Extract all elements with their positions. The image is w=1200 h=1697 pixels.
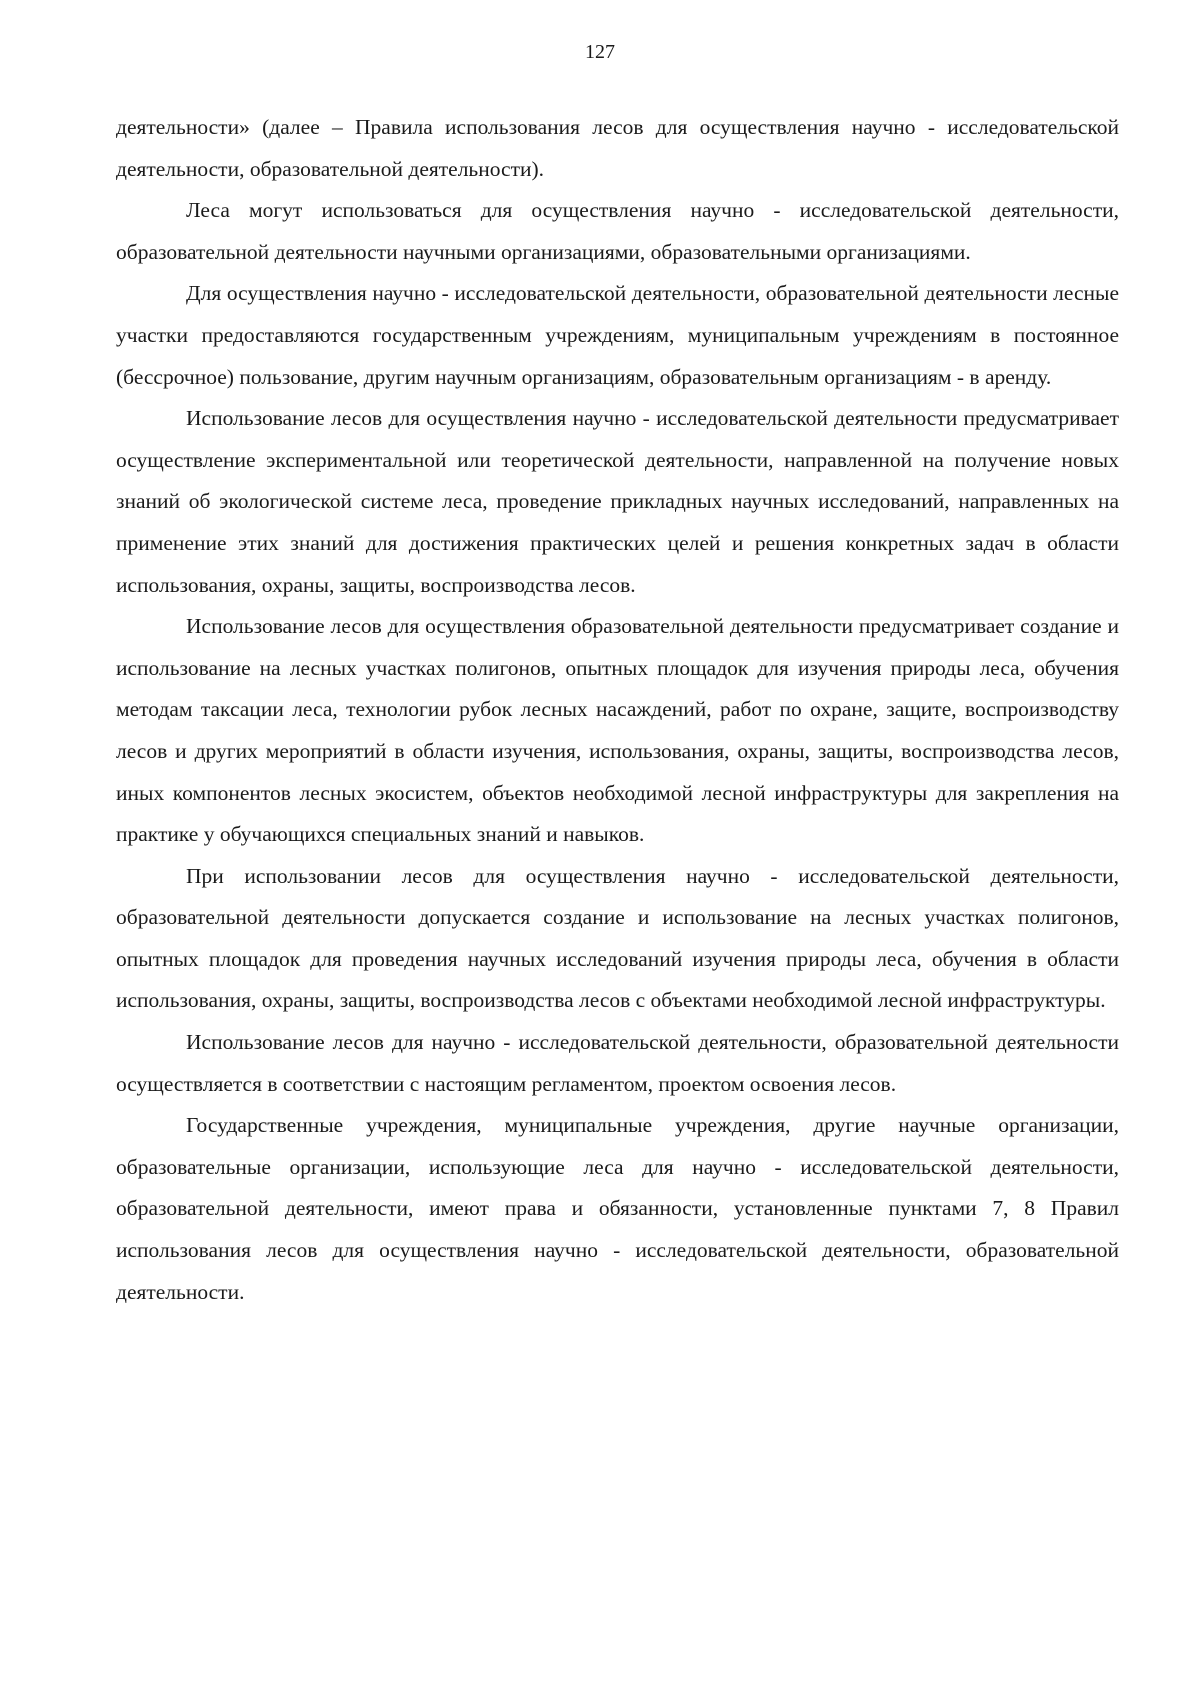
paragraph-rights-obligations: Государственные учреждения, муниципальные учреждения, другие научные организации, образовательные организации, использующие леса для научно - исследовательской деятельности, образовательной деятельности, имеют права и обязанности, установленные пунктами 7, 8 Правил использования лесов для осуществления научно - исследовательской деятельности, образовательной деятельности. [116, 1113, 1119, 1304]
paragraph-polygons-creation: При использовании лесов для осуществления научно - исследовательской деятельности, образовательной деятельности допускается создание и использование на лесных участках полигонов, опытных площадок для проведения научных исследований изучения природы леса, обучения в области использования, охраны, защиты, воспроизводства лесов с объектами необходимой лесной инфраструктуры. [116, 863, 1119, 1013]
document-body [116, 107, 1119, 1313]
paragraph-continuation: деятельности» (далее – Правила использования лесов для осуществления научно - исследовательской деятельности, образовательной деятельности). [116, 115, 1119, 181]
paragraph-forest-use-purpose: Леса могут использоваться для осуществления научно - исследовательской деятельности, образовательной деятельности научными организациями, образовательными организациями. [116, 198, 1119, 264]
paragraph-research-activity: Использование лесов для осуществления научно - исследовательской деятельности предусматривает осуществление экспериментальной или теоретической деятельности, направленной на получение новых знаний об экологической системе леса, проведение прикладных научных исследований, направленных на применение этих знаний для достижения практических целей и решения конкретных задач в области использования, охраны, защиты, воспроизводства лесов. [116, 406, 1119, 597]
paragraph-regulation-compliance: Использование лесов для научно - исследовательской деятельности, образовательной деятельности осуществляется в соответствии с настоящим регламентом, проектом освоения лесов. [116, 1030, 1119, 1096]
page-number: 127 [585, 41, 615, 63]
paragraph-educational-activity: Использование лесов для осуществления образовательной деятельности предусматривает создание и использование на лесных участках полигонов, опытных площадок для изучения природы леса, обучения методам таксации леса, технологии рубок лесных насаждений, работ по охране, защите, воспроизводству лесов и других мероприятий в области изучения, использования, охраны, защиты, воспроизводства лесов, иных компонентов лесных экосистем, объектов необходимой лесной инфраструктуры для закрепления на практике у обучающихся специальных знаний и навыков. [116, 614, 1119, 847]
paragraph-land-provision: Для осуществления научно - исследовательской деятельности, образовательной деятельности лесные участки предоставляются государственным учреждениям, муниципальным учреждениям в постоянное (бессрочное) пользование, другим научным организациям, образовательным организациям - в аренду. [116, 281, 1119, 389]
